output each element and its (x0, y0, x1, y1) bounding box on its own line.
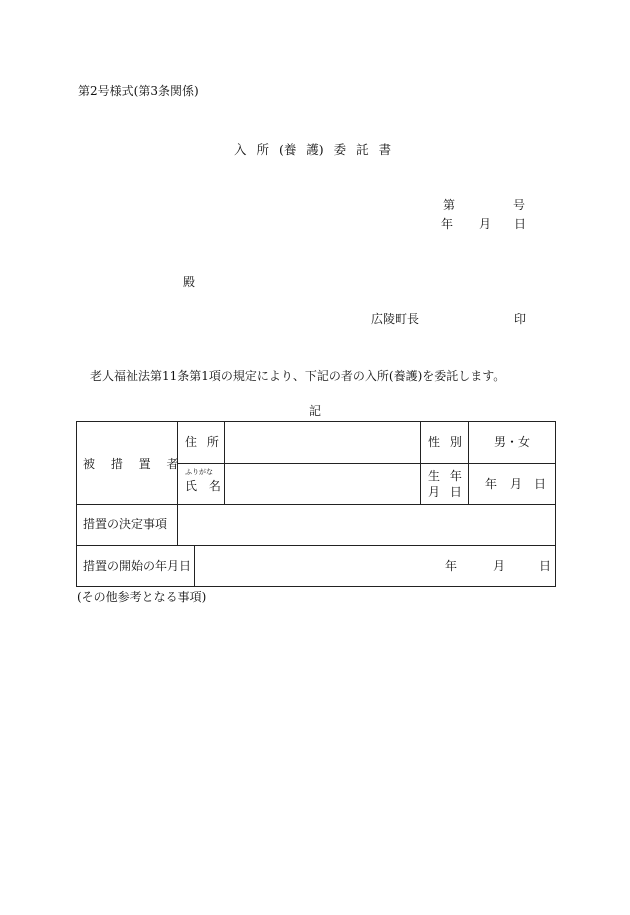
doc-number-prefix: 第 (443, 198, 456, 212)
decision-label: 措置の決定事項 (83, 517, 168, 531)
col-divider-decision (177, 504, 178, 545)
col-divider-value (420, 422, 421, 504)
start-date-label: 措置の開始の年月日 (83, 559, 192, 573)
row-divider-1 (177, 463, 555, 464)
form-number: 第2号様式(第3条関係) (78, 84, 199, 98)
date-month: 月 (479, 217, 492, 231)
address-label: 住 所 (185, 435, 219, 449)
col-divider-right (468, 422, 469, 504)
document-title: 入 所 (養 護) 委 託 書 (234, 142, 392, 157)
birth-day: 日 (534, 477, 547, 491)
subject-label: 被 措 置 者 (83, 457, 179, 471)
date-day: 日 (514, 217, 527, 231)
birth-label-bottom: 月 日 (428, 485, 462, 499)
date-year: 年 (441, 217, 454, 231)
row-divider-3 (77, 545, 555, 546)
birth-label-top: 生 年 (428, 469, 462, 483)
issuer-name: 広陵町長 (371, 312, 420, 326)
seal-mark: 印 (514, 312, 527, 326)
start-year: 年 (445, 559, 458, 573)
sex-label: 性 別 (428, 435, 462, 449)
furigana-label: ふりがな (185, 468, 213, 476)
body-text: 老人福祉法第11条第1項の規定により、下記の者の入所(養護)を委託します。 (90, 369, 506, 383)
col-divider-start (194, 545, 195, 587)
sex-value: 男・女 (494, 435, 531, 449)
footer-note: (その他参考となる事項) (77, 590, 207, 604)
start-month: 月 (493, 559, 506, 573)
addressee-suffix: 殿 (183, 275, 196, 289)
info-table (76, 421, 556, 587)
start-day: 日 (539, 559, 552, 573)
birth-month: 月 (510, 477, 523, 491)
ki-heading: 記 (309, 404, 322, 418)
row-divider-2 (77, 504, 555, 505)
col-divider-label (224, 422, 225, 504)
doc-number-suffix: 号 (513, 198, 526, 212)
name-label: 氏 名 (185, 479, 221, 493)
birth-year: 年 (485, 477, 498, 491)
